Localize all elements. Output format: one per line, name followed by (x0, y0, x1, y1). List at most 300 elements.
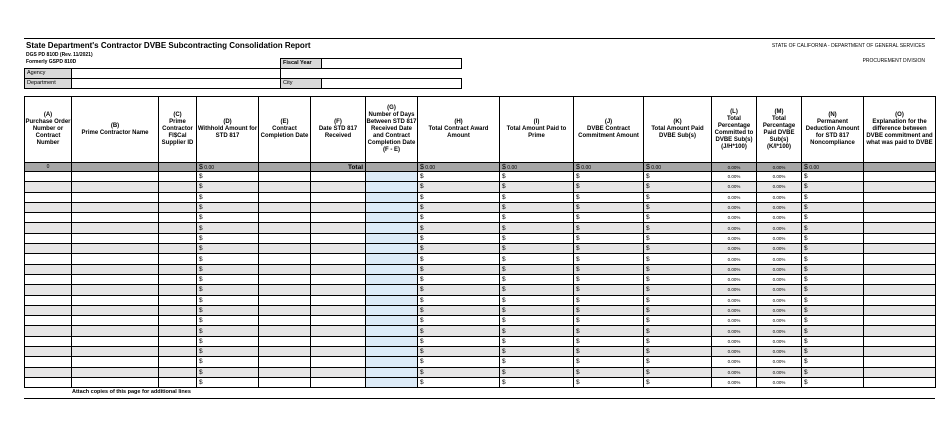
pct-committed-cell: 0.00% (712, 347, 757, 357)
paid-dvbe-cell[interactable]: $ (644, 254, 712, 264)
po-number-cell[interactable] (25, 336, 72, 346)
award-amount-cell[interactable]: $ (418, 182, 500, 192)
paid-prime-cell[interactable]: $ (500, 326, 574, 336)
dvbe-commitment-cell[interactable]: $ (574, 192, 644, 202)
paid-prime-cell[interactable]: $ (500, 347, 574, 357)
subcontracting-table (24, 96, 936, 388)
explanation-cell[interactable] (864, 295, 936, 305)
explanation-cell[interactable] (864, 357, 936, 367)
pct-committed-cell: 0.00% (712, 202, 757, 212)
paid-dvbe-cell[interactable]: $ (644, 336, 712, 346)
withhold-cell[interactable]: $ (197, 182, 259, 192)
paid-prime-cell[interactable]: $ (500, 316, 574, 326)
supplier-id-cell[interactable] (159, 254, 197, 264)
withhold-cell[interactable]: $ (197, 357, 259, 367)
prime-name-cell[interactable] (72, 295, 159, 305)
dvbe-commitment-cell[interactable]: $ (574, 357, 644, 367)
completion-date-cell[interactable] (259, 305, 311, 315)
dvbe-commitment-cell[interactable]: $ (574, 213, 644, 223)
withhold-cell[interactable]: $ (197, 213, 259, 223)
award-amount-cell[interactable]: $ (418, 254, 500, 264)
award-amount-cell[interactable]: $ (418, 316, 500, 326)
received-date-cell[interactable] (311, 264, 366, 274)
withhold-cell[interactable]: $ (197, 192, 259, 202)
column-code: (K) (673, 119, 682, 125)
received-date-cell[interactable] (311, 285, 366, 295)
deduction-cell[interactable]: $ (802, 347, 864, 357)
dvbe-commitment-cell[interactable]: $ (574, 295, 644, 305)
received-date-cell[interactable] (311, 295, 366, 305)
po-number-cell[interactable] (25, 213, 72, 223)
deduction-cell[interactable]: $ (802, 336, 864, 346)
explanation-cell[interactable] (864, 316, 936, 326)
completion-date-cell[interactable] (259, 316, 311, 326)
po-number-cell[interactable] (25, 377, 72, 387)
withhold-cell[interactable]: $ (197, 367, 259, 377)
po-number-cell[interactable] (25, 305, 72, 315)
days-between-cell (366, 357, 418, 367)
pct-committed-cell: 0.00% (712, 285, 757, 295)
supplier-id-cell[interactable] (159, 192, 197, 202)
explanation-cell[interactable] (864, 367, 936, 377)
withhold-cell[interactable]: $ (197, 264, 259, 274)
table-row (25, 244, 936, 254)
explanation-cell[interactable] (864, 202, 936, 212)
column-label: Number of Days Between STD 817 Received Date and Contract Completion Date (F - E) (366, 112, 417, 153)
award-amount-cell[interactable]: $ (418, 172, 500, 182)
formerly-label: Formerly GSPD 810D (26, 59, 77, 65)
paid-dvbe-cell[interactable]: $ (644, 202, 712, 212)
award-amount-cell[interactable]: $ (418, 367, 500, 377)
withhold-cell[interactable]: $ (197, 233, 259, 243)
received-date-cell[interactable] (311, 202, 366, 212)
paid-prime-cell[interactable]: $ (500, 336, 574, 346)
completion-date-cell[interactable] (259, 274, 311, 284)
prime-name-cell[interactable] (72, 182, 159, 192)
prime-name-cell[interactable] (72, 274, 159, 284)
award-amount-cell[interactable]: $ (418, 285, 500, 295)
prime-name-cell[interactable] (72, 285, 159, 295)
dvbe-commitment-cell[interactable]: $ (574, 316, 644, 326)
explanation-cell[interactable] (864, 326, 936, 336)
department-field[interactable] (71, 78, 281, 89)
paid-prime-cell[interactable]: $ (500, 172, 574, 182)
column-code: (E) (280, 119, 289, 125)
paid-dvbe-cell[interactable]: $ (644, 223, 712, 233)
po-number-cell[interactable] (25, 254, 72, 264)
received-date-cell[interactable] (311, 223, 366, 233)
po-number-cell[interactable] (25, 233, 72, 243)
withhold-cell[interactable]: $ (197, 326, 259, 336)
po-number-cell[interactable] (25, 367, 72, 377)
paid-prime-cell[interactable]: $ (500, 192, 574, 202)
explanation-cell[interactable] (864, 172, 936, 182)
prime-name-cell[interactable] (72, 377, 159, 387)
received-date-cell[interactable] (311, 192, 366, 202)
supplier-id-cell[interactable] (159, 326, 197, 336)
completion-date-cell[interactable] (259, 336, 311, 346)
dollar-sign: $ (646, 163, 650, 171)
award-amount-cell[interactable]: $ (418, 326, 500, 336)
po-number-cell[interactable] (25, 192, 72, 202)
prime-name-cell[interactable] (72, 202, 159, 212)
dvbe-commitment-cell[interactable]: $ (574, 367, 644, 377)
days-between-cell (366, 192, 418, 202)
deduction-cell[interactable]: $ (802, 192, 864, 202)
received-date-cell[interactable] (311, 254, 366, 264)
explanation-cell[interactable] (864, 336, 936, 346)
deduction-cell[interactable]: $ (802, 202, 864, 212)
supplier-id-cell[interactable] (159, 244, 197, 254)
paid-dvbe-cell[interactable]: $ (644, 357, 712, 367)
column-label: DVBE Contract Commitment Amount (578, 126, 639, 139)
received-date-cell[interactable] (311, 233, 366, 243)
dvbe-commitment-cell[interactable]: $ (574, 305, 644, 315)
pct-paid-cell: 0.00% (757, 336, 802, 346)
supplier-id-cell[interactable] (159, 316, 197, 326)
po-number-cell[interactable] (25, 295, 72, 305)
dvbe-commitment-cell[interactable]: $ (574, 264, 644, 274)
withhold-cell[interactable]: $ (197, 172, 259, 182)
dvbe-commitment-cell[interactable]: $ (574, 326, 644, 336)
dvbe-commitment-cell[interactable]: $ (574, 377, 644, 387)
summary-blank (259, 163, 311, 172)
withhold-cell[interactable]: $ (197, 305, 259, 315)
award-amount-cell[interactable]: $ (418, 192, 500, 202)
supplier-id-cell[interactable] (159, 357, 197, 367)
withhold-cell[interactable]: $ (197, 285, 259, 295)
prime-name-cell[interactable] (72, 244, 159, 254)
explanation-cell[interactable] (864, 223, 936, 233)
award-amount-cell[interactable]: $ (418, 244, 500, 254)
days-between-cell (366, 233, 418, 243)
prime-name-cell[interactable] (72, 192, 159, 202)
explanation-cell[interactable] (864, 274, 936, 284)
paid-dvbe-cell[interactable]: $ (644, 244, 712, 254)
received-date-cell[interactable] (311, 182, 366, 192)
prime-name-cell[interactable] (72, 357, 159, 367)
prime-name-cell[interactable] (72, 172, 159, 182)
deduction-cell[interactable]: $ (802, 377, 864, 387)
deduction-cell[interactable]: $ (802, 223, 864, 233)
paid-dvbe-cell[interactable]: $ (644, 316, 712, 326)
po-number-cell[interactable] (25, 326, 72, 336)
pct-paid-cell: 0.00% (757, 367, 802, 377)
deduction-cell[interactable]: $ (802, 254, 864, 264)
dvbe-commitment-cell[interactable]: $ (574, 172, 644, 182)
explanation-cell[interactable] (864, 213, 936, 223)
column-code: (M) (774, 108, 784, 115)
paid-prime-cell[interactable]: $ (500, 213, 574, 223)
deduction-cell[interactable]: $ (802, 172, 864, 182)
award-amount-cell[interactable]: $ (418, 233, 500, 243)
deduction-cell[interactable]: $ (802, 316, 864, 326)
supplier-id-cell[interactable] (159, 213, 197, 223)
prime-name-cell[interactable] (72, 336, 159, 346)
received-date-cell[interactable] (311, 336, 366, 346)
withhold-cell[interactable]: $ (197, 223, 259, 233)
completion-date-cell[interactable] (259, 192, 311, 202)
summary-j-total (574, 163, 644, 172)
award-amount-cell[interactable]: $ (418, 357, 500, 367)
po-number-cell[interactable] (25, 274, 72, 284)
prime-name-cell[interactable] (72, 223, 159, 233)
explanation-cell[interactable] (864, 377, 936, 387)
explanation-cell[interactable] (864, 264, 936, 274)
completion-date-cell[interactable] (259, 223, 311, 233)
explanation-cell[interactable] (864, 192, 936, 202)
supplier-id-cell[interactable] (159, 264, 197, 274)
table-row (25, 274, 936, 284)
paid-dvbe-cell[interactable]: $ (644, 347, 712, 357)
completion-date-cell[interactable] (259, 182, 311, 192)
completion-date-cell[interactable] (259, 377, 311, 387)
completion-date-cell[interactable] (259, 233, 311, 243)
received-date-cell[interactable] (311, 244, 366, 254)
paid-dvbe-cell[interactable]: $ (644, 172, 712, 182)
completion-date-cell[interactable] (259, 244, 311, 254)
paid-prime-cell[interactable]: $ (500, 233, 574, 243)
supplier-id-cell[interactable] (159, 274, 197, 284)
paid-dvbe-cell[interactable]: $ (644, 213, 712, 223)
award-amount-cell[interactable]: $ (418, 274, 500, 284)
pct-committed-cell: 0.00% (712, 244, 757, 254)
award-amount-cell[interactable]: $ (418, 213, 500, 223)
supplier-id-cell[interactable] (159, 182, 197, 192)
withhold-cell[interactable]: $ (197, 295, 259, 305)
withhold-cell[interactable]: $ (197, 274, 259, 284)
paid-prime-cell[interactable]: $ (500, 223, 574, 233)
paid-dvbe-cell[interactable]: $ (644, 192, 712, 202)
received-date-cell[interactable] (311, 316, 366, 326)
dvbe-commitment-cell[interactable]: $ (574, 182, 644, 192)
paid-dvbe-cell[interactable]: $ (644, 233, 712, 243)
received-date-cell[interactable] (311, 305, 366, 315)
paid-dvbe-cell[interactable]: $ (644, 182, 712, 192)
pct-paid-cell: 0.00% (757, 274, 802, 284)
completion-date-cell[interactable] (259, 367, 311, 377)
paid-dvbe-cell[interactable]: $ (644, 367, 712, 377)
column-code: (B) (110, 122, 120, 129)
withhold-cell[interactable]: $ (197, 202, 259, 212)
completion-date-cell[interactable] (259, 264, 311, 274)
paid-prime-cell[interactable]: $ (500, 274, 574, 284)
paid-dvbe-cell[interactable]: $ (644, 295, 712, 305)
prime-name-cell[interactable] (72, 347, 159, 357)
days-between-cell (366, 202, 418, 212)
deduction-cell[interactable]: $ (802, 233, 864, 243)
summary-value: 0.00 (651, 164, 662, 171)
supplier-id-cell[interactable] (159, 285, 197, 295)
po-number-cell[interactable] (25, 264, 72, 274)
deduction-cell[interactable]: $ (802, 305, 864, 315)
dvbe-commitment-cell[interactable]: $ (574, 244, 644, 254)
days-between-cell (366, 347, 418, 357)
pct-committed-cell: 0.00% (712, 377, 757, 387)
po-number-cell[interactable] (25, 172, 72, 182)
completion-date-cell[interactable] (259, 285, 311, 295)
explanation-cell[interactable] (864, 254, 936, 264)
paid-dvbe-cell[interactable]: $ (644, 305, 712, 315)
withhold-cell[interactable]: $ (197, 254, 259, 264)
column-code: (G) (387, 105, 396, 111)
days-between-cell (366, 336, 418, 346)
supplier-id-cell[interactable] (159, 202, 197, 212)
award-amount-cell[interactable]: $ (418, 347, 500, 357)
po-number-cell[interactable] (25, 223, 72, 233)
withhold-cell[interactable]: $ (197, 244, 259, 254)
received-date-cell[interactable] (311, 326, 366, 336)
completion-date-cell[interactable] (259, 202, 311, 212)
po-number-cell[interactable] (25, 182, 72, 192)
deduction-cell[interactable]: $ (802, 367, 864, 377)
city-field[interactable] (321, 78, 462, 89)
paid-prime-cell[interactable]: $ (500, 244, 574, 254)
paid-prime-cell[interactable]: $ (500, 182, 574, 192)
completion-date-cell[interactable] (259, 347, 311, 357)
supplier-id-cell[interactable] (159, 305, 197, 315)
column-label: Total Contract Award Amount (428, 126, 489, 139)
paid-dvbe-cell[interactable]: $ (644, 326, 712, 336)
dvbe-commitment-cell[interactable]: $ (574, 223, 644, 233)
top-rule (24, 38, 935, 39)
completion-date-cell[interactable] (259, 326, 311, 336)
column-header (259, 97, 311, 163)
paid-dvbe-cell[interactable]: $ (644, 264, 712, 274)
column-header (366, 97, 418, 163)
prime-name-cell[interactable] (72, 264, 159, 274)
pct-paid-cell: 0.00% (757, 172, 802, 182)
pct-committed-cell: 0.00% (712, 264, 757, 274)
dvbe-commitment-cell[interactable]: $ (574, 274, 644, 284)
award-amount-cell[interactable]: $ (418, 264, 500, 274)
completion-date-cell[interactable] (259, 295, 311, 305)
column-header (802, 97, 864, 163)
award-amount-cell[interactable]: $ (418, 336, 500, 346)
supplier-id-cell[interactable] (159, 295, 197, 305)
explanation-cell[interactable] (864, 347, 936, 357)
award-amount-cell[interactable]: $ (418, 223, 500, 233)
summary-row (25, 163, 936, 172)
deduction-cell[interactable]: $ (802, 295, 864, 305)
supplier-id-cell[interactable] (159, 223, 197, 233)
paid-dvbe-cell[interactable]: $ (644, 377, 712, 387)
dvbe-commitment-cell[interactable]: $ (574, 233, 644, 243)
prime-name-cell[interactable] (72, 367, 159, 377)
deduction-cell[interactable]: $ (802, 213, 864, 223)
received-date-cell[interactable] (311, 347, 366, 357)
withhold-cell[interactable]: $ (197, 347, 259, 357)
prime-name-cell[interactable] (72, 326, 159, 336)
column-code: (D) (223, 119, 232, 125)
received-date-cell[interactable] (311, 274, 366, 284)
deduction-cell[interactable]: $ (802, 244, 864, 254)
paid-prime-cell[interactable]: $ (500, 202, 574, 212)
received-date-cell[interactable] (311, 367, 366, 377)
paid-prime-cell[interactable]: $ (500, 295, 574, 305)
award-amount-cell[interactable]: $ (418, 377, 500, 387)
completion-date-cell[interactable] (259, 254, 311, 264)
deduction-cell[interactable]: $ (802, 326, 864, 336)
prime-name-cell[interactable] (72, 233, 159, 243)
withhold-cell[interactable]: $ (197, 377, 259, 387)
deduction-cell[interactable]: $ (802, 274, 864, 284)
paid-prime-cell[interactable]: $ (500, 377, 574, 387)
paid-dvbe-cell[interactable]: $ (644, 274, 712, 284)
received-date-cell[interactable] (311, 357, 366, 367)
dvbe-commitment-cell[interactable]: $ (574, 285, 644, 295)
dvbe-commitment-cell[interactable]: $ (574, 254, 644, 264)
received-date-cell[interactable] (311, 213, 366, 223)
completion-date-cell[interactable] (259, 357, 311, 367)
explanation-cell[interactable] (864, 233, 936, 243)
prime-name-cell[interactable] (72, 305, 159, 315)
paid-prime-cell[interactable]: $ (500, 254, 574, 264)
table-row (25, 295, 936, 305)
prime-name-cell[interactable] (72, 254, 159, 264)
deduction-cell[interactable]: $ (802, 182, 864, 192)
explanation-cell[interactable] (864, 285, 936, 295)
department-label: Department (24, 78, 72, 89)
pct-paid-cell: 0.00% (757, 223, 802, 233)
po-number-cell[interactable] (25, 244, 72, 254)
prime-name-cell[interactable] (72, 316, 159, 326)
award-amount-cell[interactable]: $ (418, 202, 500, 212)
dvbe-commitment-cell[interactable]: $ (574, 202, 644, 212)
paid-prime-cell[interactable]: $ (500, 305, 574, 315)
supplier-id-cell[interactable] (159, 336, 197, 346)
supplier-id-cell[interactable] (159, 233, 197, 243)
deduction-cell[interactable]: $ (802, 357, 864, 367)
supplier-id-cell[interactable] (159, 172, 197, 182)
completion-date-cell[interactable] (259, 213, 311, 223)
table-row (25, 172, 936, 182)
summary-blank (72, 163, 159, 172)
paid-prime-cell[interactable]: $ (500, 367, 574, 377)
paid-prime-cell[interactable]: $ (500, 264, 574, 274)
explanation-cell[interactable] (864, 244, 936, 254)
po-number-cell[interactable] (25, 202, 72, 212)
received-date-cell[interactable] (311, 377, 366, 387)
withhold-cell[interactable]: $ (197, 336, 259, 346)
dvbe-commitment-cell[interactable]: $ (574, 336, 644, 346)
paid-prime-cell[interactable]: $ (500, 357, 574, 367)
po-number-cell[interactable] (25, 357, 72, 367)
deduction-cell[interactable]: $ (802, 285, 864, 295)
paid-dvbe-cell[interactable]: $ (644, 285, 712, 295)
paid-prime-cell[interactable]: $ (500, 285, 574, 295)
po-number-cell[interactable] (25, 285, 72, 295)
explanation-cell[interactable] (864, 305, 936, 315)
po-number-cell[interactable] (25, 316, 72, 326)
pct-committed-cell: 0.00% (712, 192, 757, 202)
award-amount-cell[interactable]: $ (418, 295, 500, 305)
pct-paid-cell: 0.00% (757, 264, 802, 274)
prime-name-cell[interactable] (72, 213, 159, 223)
award-amount-cell[interactable]: $ (418, 305, 500, 315)
supplier-id-cell[interactable] (159, 347, 197, 357)
received-date-cell[interactable] (311, 172, 366, 182)
supplier-id-cell[interactable] (159, 367, 197, 377)
deduction-cell[interactable]: $ (802, 264, 864, 274)
po-number-cell[interactable] (25, 347, 72, 357)
supplier-id-cell[interactable] (159, 377, 197, 387)
explanation-cell[interactable] (864, 182, 936, 192)
completion-date-cell[interactable] (259, 172, 311, 182)
withhold-cell[interactable]: $ (197, 316, 259, 326)
dvbe-commitment-cell[interactable]: $ (574, 347, 644, 357)
fiscal-year-field[interactable] (321, 58, 462, 69)
